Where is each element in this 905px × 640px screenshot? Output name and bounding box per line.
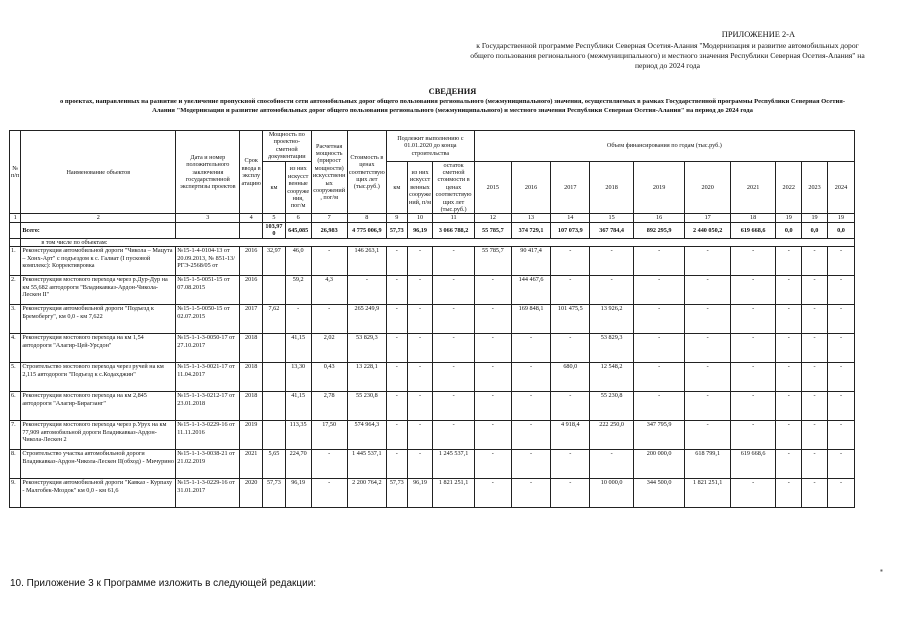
- row-name: Строительство участка автомобильной дороги Владикавказ-Ардон-Чикола-Лескен II(обход) - Мичурино: [21, 450, 176, 479]
- row-cell: -: [285, 305, 311, 334]
- row-cell: 46,0: [285, 247, 311, 276]
- row-cell: -: [474, 479, 511, 508]
- row-term: 2021: [240, 450, 263, 479]
- row-cell: 96,19: [285, 479, 311, 508]
- row-cell: 1 445 537,1: [347, 450, 386, 479]
- header-year: 2017: [551, 161, 590, 214]
- row-cell: -: [685, 421, 730, 450]
- row-cell: -: [590, 276, 633, 305]
- row-cell: -: [433, 334, 474, 363]
- header-done-rest: остаток сметной стоимости в ценах соответствующих лет (тыс.руб.): [433, 161, 474, 214]
- row-term: 2017: [240, 305, 263, 334]
- total-cell: 2 440 050,2: [685, 222, 730, 238]
- row-cell: 2,78: [311, 392, 347, 421]
- row-cell: -: [730, 479, 775, 508]
- total-cell: 0,0: [776, 222, 802, 238]
- row-cell: -: [827, 421, 854, 450]
- row-cell: -: [474, 276, 511, 305]
- row-cell: -: [407, 450, 433, 479]
- table-row: [10, 421, 855, 450]
- row-cell: -: [827, 334, 854, 363]
- row-cell: -: [776, 276, 802, 305]
- row-cell: -: [590, 450, 633, 479]
- appendix-title: ПРИЛОЖЕНИЕ 2-А: [721, 30, 795, 39]
- column-number: 19: [827, 214, 854, 222]
- header-year: 2023: [802, 161, 828, 214]
- row-cell: -: [551, 392, 590, 421]
- column-number: 13: [511, 214, 550, 222]
- row-name: Реконструкция автомобильной дороги "Чикола – Мацута – Хонх-Арт" с подъездом к с. Галиат (I пусковой комплекс): Коррективровка: [21, 247, 176, 276]
- row-cell: 101 475,5: [551, 305, 590, 334]
- column-number: 16: [633, 214, 685, 222]
- row-cell: [263, 363, 286, 392]
- row-cell: -: [386, 421, 407, 450]
- row-cell: -: [776, 392, 802, 421]
- row-cell: -: [407, 363, 433, 392]
- column-number: 18: [730, 214, 775, 222]
- row-name: Реконструкция автомобильной дороги "Кавказ - Курпаху - Малгобек-Моздок" км 0,0 - км 61,6: [21, 479, 176, 508]
- row-cell: -: [776, 247, 802, 276]
- row-term: 2018: [240, 392, 263, 421]
- row-cell: -: [386, 305, 407, 334]
- row-num: 3.: [10, 305, 21, 334]
- paragraph-10: 10. Приложение 3 к Программе изложить в следующей редакции:: [10, 578, 317, 589]
- subheader-num: [10, 238, 21, 246]
- table-row: [10, 450, 855, 479]
- row-cell: -: [685, 247, 730, 276]
- column-number: 19: [802, 214, 828, 222]
- total-cell: 96,19: [407, 222, 433, 238]
- row-cell: 13 926,2: [590, 305, 633, 334]
- row-cell: -: [511, 479, 550, 508]
- total-cell: 57,73: [386, 222, 407, 238]
- header-done-art: из них искусственных сооружений, п/м: [407, 161, 433, 214]
- column-number: 9: [386, 214, 407, 222]
- row-cell: -: [407, 334, 433, 363]
- row-cell: -: [633, 305, 685, 334]
- row-name: Строительство мостового перехода через ручей на км 2,115 автодороги "Подъезд к с.Кодахджин": [21, 363, 176, 392]
- row-cell: 13,30: [285, 363, 311, 392]
- row-cell: 53 829,3: [347, 334, 386, 363]
- row-term: 2018: [240, 363, 263, 392]
- total-cell: 374 729,1: [511, 222, 550, 238]
- row-cell: -: [433, 247, 474, 276]
- header-funding: Объем финансирования по годам (тыс.руб.): [474, 131, 854, 162]
- column-number: 17: [685, 214, 730, 222]
- column-number: 4: [240, 214, 263, 222]
- row-cell: -: [827, 479, 854, 508]
- document-heading: [10, 86, 895, 115]
- row-date: №15-1-1-3-0050-17 от 27.10.2017: [176, 334, 240, 363]
- column-number: 12: [474, 214, 511, 222]
- row-cell: -: [633, 392, 685, 421]
- column-number: 19: [776, 214, 802, 222]
- row-cell: 0,43: [311, 363, 347, 392]
- header-done-km: км: [386, 161, 407, 214]
- header-year: 2019: [633, 161, 685, 214]
- total-cell: 0,0: [827, 222, 854, 238]
- row-cell: [263, 421, 286, 450]
- row-cell: 144 467,6: [511, 276, 550, 305]
- row-cell: -: [311, 479, 347, 508]
- row-cell: -: [730, 421, 775, 450]
- total-cell: 4 775 006,9: [347, 222, 386, 238]
- row-cell: -: [633, 247, 685, 276]
- row-cell: 1 821 251,1: [685, 479, 730, 508]
- row-cell: -: [551, 247, 590, 276]
- row-cell: -: [386, 247, 407, 276]
- column-number: 6: [285, 214, 311, 222]
- row-num: 4.: [10, 334, 21, 363]
- total-cell: 0,0: [802, 222, 828, 238]
- header-cap-km: км: [263, 161, 286, 214]
- table-row: [10, 392, 855, 421]
- row-cell: -: [730, 363, 775, 392]
- row-cell: -: [474, 450, 511, 479]
- row-cell: 13 228,1: [347, 363, 386, 392]
- row-cell: [263, 334, 286, 363]
- row-name: Реконструкция автомобильной дороги "Подъезд к Бремобергу", км 0,0 - км 7,622: [21, 305, 176, 334]
- row-cell: -: [433, 421, 474, 450]
- appendix-text: к Государственной программе Республики Северная Осетия-Алания "Модернизация и развитие автомобильных дорог общего пользования регионального (межмуниципального) и местного значения Республики Северная Осетия-Алания" на период до 2024 года: [470, 41, 865, 70]
- row-num: 9.: [10, 479, 21, 508]
- row-cell: -: [511, 363, 550, 392]
- row-cell: 2 200 764,2: [347, 479, 386, 508]
- row-cell: -: [347, 276, 386, 305]
- row-cell: -: [551, 276, 590, 305]
- row-cell: 32,97: [263, 247, 286, 276]
- row-name: Реконструкция мостового перехода на км 2,845 автодороги "Алагир-Бирагзанг": [21, 392, 176, 421]
- row-cell: -: [551, 450, 590, 479]
- row-cell: 57,73: [263, 479, 286, 508]
- row-date: №15-1-1-3-0038-21 от 21.02.2019: [176, 450, 240, 479]
- total-row: [10, 222, 855, 238]
- row-cell: -: [776, 363, 802, 392]
- row-cell: -: [685, 305, 730, 334]
- table-row: [10, 363, 855, 392]
- row-cell: 1 245 537,1: [433, 450, 474, 479]
- row-cell: -: [776, 450, 802, 479]
- total-num: [10, 222, 21, 238]
- page-mark: ▪: [880, 566, 883, 575]
- row-cell: -: [433, 392, 474, 421]
- row-cell: -: [433, 305, 474, 334]
- table-row: [10, 305, 855, 334]
- row-term: 2018: [240, 334, 263, 363]
- row-cell: -: [474, 363, 511, 392]
- row-cell: -: [474, 421, 511, 450]
- total-term: [240, 222, 263, 238]
- subheader-label: в том числе по объектам:: [21, 238, 855, 246]
- row-cell: 5,65: [263, 450, 286, 479]
- row-cell: -: [802, 305, 828, 334]
- column-numbers-row: [10, 214, 855, 222]
- header-year: 2020: [685, 161, 730, 214]
- row-cell: 55 230,8: [590, 392, 633, 421]
- total-cell: 107 073,9: [551, 222, 590, 238]
- row-cell: -: [802, 363, 828, 392]
- row-cell: 224,70: [285, 450, 311, 479]
- row-num: 5.: [10, 363, 21, 392]
- header-name: Наименование объектов: [21, 131, 176, 214]
- projects-table: [9, 130, 855, 508]
- row-cell: -: [802, 334, 828, 363]
- column-number: 14: [551, 214, 590, 222]
- row-cell: -: [730, 334, 775, 363]
- header-year: 2016: [511, 161, 550, 214]
- row-cell: 59,2: [285, 276, 311, 305]
- heading-title: СВЕДЕНИЯ: [428, 87, 477, 96]
- row-cell: -: [386, 363, 407, 392]
- row-date: №15-1-1-3-0229-16 от 11.11.2016: [176, 421, 240, 450]
- row-cell: -: [511, 421, 550, 450]
- table-row: [10, 247, 855, 276]
- total-cell: 26,983: [311, 222, 347, 238]
- row-cell: -: [827, 363, 854, 392]
- row-cell: -: [551, 479, 590, 508]
- row-cell: -: [590, 247, 633, 276]
- row-cell: 10 000,0: [590, 479, 633, 508]
- row-date: №15-1-5-0051-15 от 07.08.2015: [176, 276, 240, 305]
- row-cell: -: [511, 334, 550, 363]
- row-cell: -: [802, 392, 828, 421]
- row-cell: -: [802, 479, 828, 508]
- row-cell: 96,19: [407, 479, 433, 508]
- row-cell: 113,35: [285, 421, 311, 450]
- table-row: [10, 479, 855, 508]
- row-date: №15-1-1-3-0229-16 от 31.01.2017: [176, 479, 240, 508]
- row-cell: 53 829,3: [590, 334, 633, 363]
- row-cell: -: [311, 247, 347, 276]
- row-cell: -: [730, 247, 775, 276]
- row-cell: -: [633, 334, 685, 363]
- row-cell: -: [827, 247, 854, 276]
- column-number: 15: [590, 214, 633, 222]
- row-cell: [263, 276, 286, 305]
- row-cell: 17,50: [311, 421, 347, 450]
- row-cell: 7,62: [263, 305, 286, 334]
- row-cell: 2,02: [311, 334, 347, 363]
- header-year: 2022: [776, 161, 802, 214]
- total-cell: 55 785,7: [474, 222, 511, 238]
- heading-subtitle: о проектах, направленных на развитие и увеличение пропускной способности сети автомобильных дорог общего пользования регионального (межмуниципального) значения, осуществляемых в рамках Государственной программы Республики Северная Осетия-Алания "Модернизация и развитие автомобильных дорог общего пользования регионального (межмуниципального) и местного значения Республики Северная Осетия-Алания" на период до 2024 года: [59, 98, 846, 114]
- row-cell: -: [827, 276, 854, 305]
- row-cell: 222 250,0: [590, 421, 633, 450]
- row-cell: 680,0: [551, 363, 590, 392]
- total-cell: 103,970: [263, 222, 286, 238]
- header-year: 2021: [730, 161, 775, 214]
- row-cell: -: [827, 305, 854, 334]
- column-number: 8: [347, 214, 386, 222]
- row-cell: -: [730, 392, 775, 421]
- header-cost: Стоимость в ценах соответствующих лет (тыс.руб.): [347, 131, 386, 214]
- row-cell: -: [407, 305, 433, 334]
- row-num: 6.: [10, 392, 21, 421]
- row-cell: 4,3: [311, 276, 347, 305]
- row-cell: -: [311, 305, 347, 334]
- row-term: 2020: [240, 479, 263, 508]
- row-cell: -: [776, 334, 802, 363]
- row-cell: 618 799,1: [685, 450, 730, 479]
- row-cell: -: [386, 334, 407, 363]
- row-term: 2016: [240, 276, 263, 305]
- row-cell: 146 263,1: [347, 247, 386, 276]
- row-cell: -: [311, 450, 347, 479]
- row-cell: 41,15: [285, 392, 311, 421]
- row-num: 2.: [10, 276, 21, 305]
- row-name: Реконструкция мостового перехода через р.Урух на км 77,909 автомобильной дороги Владикавказ-Ардон-Чикола-Лескен 2: [21, 421, 176, 450]
- row-num: 1.: [10, 247, 21, 276]
- header-year: 2015: [474, 161, 511, 214]
- row-cell: [263, 392, 286, 421]
- row-cell: -: [776, 421, 802, 450]
- row-cell: -: [474, 334, 511, 363]
- row-cell: 4 918,4: [551, 421, 590, 450]
- column-number: 10: [407, 214, 433, 222]
- row-cell: -: [730, 305, 775, 334]
- column-number: 3: [176, 214, 240, 222]
- row-cell: -: [407, 247, 433, 276]
- appendix-block: [470, 30, 865, 71]
- row-cell: -: [685, 392, 730, 421]
- header-year: 2024: [827, 161, 854, 214]
- row-cell: -: [511, 392, 550, 421]
- row-cell: 265 249,9: [347, 305, 386, 334]
- row-num: 7.: [10, 421, 21, 450]
- row-cell: -: [386, 276, 407, 305]
- row-cell: -: [776, 305, 802, 334]
- row-cell: 90 417,4: [511, 247, 550, 276]
- row-cell: -: [407, 276, 433, 305]
- row-cell: -: [551, 334, 590, 363]
- row-cell: 55 230,8: [347, 392, 386, 421]
- header-done: Подлежит выполнению с 01.01.2020 до конца строительства: [386, 131, 474, 162]
- row-cell: -: [407, 392, 433, 421]
- header-capacity: Мощность по проектно-сметной документации: [263, 131, 312, 162]
- column-number: 1: [10, 214, 21, 222]
- row-cell: -: [474, 305, 511, 334]
- row-cell: -: [685, 363, 730, 392]
- row-term: 2019: [240, 421, 263, 450]
- total-date: [176, 222, 240, 238]
- row-term: 2016: [240, 247, 263, 276]
- table-body: [10, 214, 855, 508]
- row-cell: 55 785,7: [474, 247, 511, 276]
- row-cell: 57,73: [386, 479, 407, 508]
- subheader-row: [10, 238, 855, 246]
- total-cell: 619 668,6: [730, 222, 775, 238]
- row-cell: -: [407, 421, 433, 450]
- row-cell: -: [433, 276, 474, 305]
- row-cell: -: [827, 450, 854, 479]
- row-name: Реконструкция мостового перехода через р.Дур-Дур на км 55,682 автодороги "Владикавказ-Ардон-Чикола-Лескен II": [21, 276, 176, 305]
- header-num: № п/п: [10, 131, 21, 214]
- row-cell: -: [511, 450, 550, 479]
- row-cell: -: [802, 421, 828, 450]
- table-row: [10, 334, 855, 363]
- row-cell: -: [633, 363, 685, 392]
- header-year: 2018: [590, 161, 633, 214]
- row-cell: -: [633, 276, 685, 305]
- total-cell: 645,085: [285, 222, 311, 238]
- row-cell: 12 548,2: [590, 363, 633, 392]
- column-number: 11: [433, 214, 474, 222]
- row-cell: -: [776, 479, 802, 508]
- row-cell: 574 964,3: [347, 421, 386, 450]
- row-cell: -: [802, 276, 828, 305]
- row-date: №15-1-1-3-0021-17 от 11.04.2017: [176, 363, 240, 392]
- header-date: Дата и номер положительного заключения государственной экспертизы проектов: [176, 131, 240, 214]
- column-number: 2: [21, 214, 176, 222]
- row-cell: 347 795,9: [633, 421, 685, 450]
- row-num: 8.: [10, 450, 21, 479]
- row-date: №15-1-1-3-0212-17 от 23.01.2018: [176, 392, 240, 421]
- total-label: Всего:: [21, 222, 176, 238]
- row-name: Реконструкция мостового перехода на км 1,54 автодороги "Алагир-Цей-Урсдон": [21, 334, 176, 363]
- row-cell: -: [827, 392, 854, 421]
- row-cell: 1 821 251,1: [433, 479, 474, 508]
- row-cell: -: [685, 276, 730, 305]
- row-cell: 169 848,1: [511, 305, 550, 334]
- row-date: №15-1-5-0050-15 от 02.07.2015: [176, 305, 240, 334]
- row-cell: 344 500,0: [633, 479, 685, 508]
- row-cell: 619 668,6: [730, 450, 775, 479]
- header-cap-art: из них искусственные сооружения, пог/м: [285, 161, 311, 214]
- total-cell: 892 295,9: [633, 222, 685, 238]
- row-cell: 41,15: [285, 334, 311, 363]
- row-cell: -: [685, 334, 730, 363]
- row-date: №15-1-4-0104-13 от 20.09.2013, № 851-13/РГЭ-2568/05 от: [176, 247, 240, 276]
- column-number: 5: [263, 214, 286, 222]
- row-cell: -: [802, 247, 828, 276]
- row-cell: 200 000,0: [633, 450, 685, 479]
- row-cell: -: [433, 363, 474, 392]
- row-cell: -: [386, 450, 407, 479]
- header-calc-capacity: Расчетная мощность (прирост мощности) искусственных сооружений, пог/м: [311, 131, 347, 214]
- column-number: 7: [311, 214, 347, 222]
- total-cell: 3 066 788,2: [433, 222, 474, 238]
- row-cell: -: [474, 392, 511, 421]
- table-row: [10, 276, 855, 305]
- row-cell: -: [386, 392, 407, 421]
- header-term: Срок ввода в эксплуатацию: [240, 131, 263, 214]
- row-cell: -: [802, 450, 828, 479]
- total-cell: 367 784,4: [590, 222, 633, 238]
- row-cell: -: [730, 276, 775, 305]
